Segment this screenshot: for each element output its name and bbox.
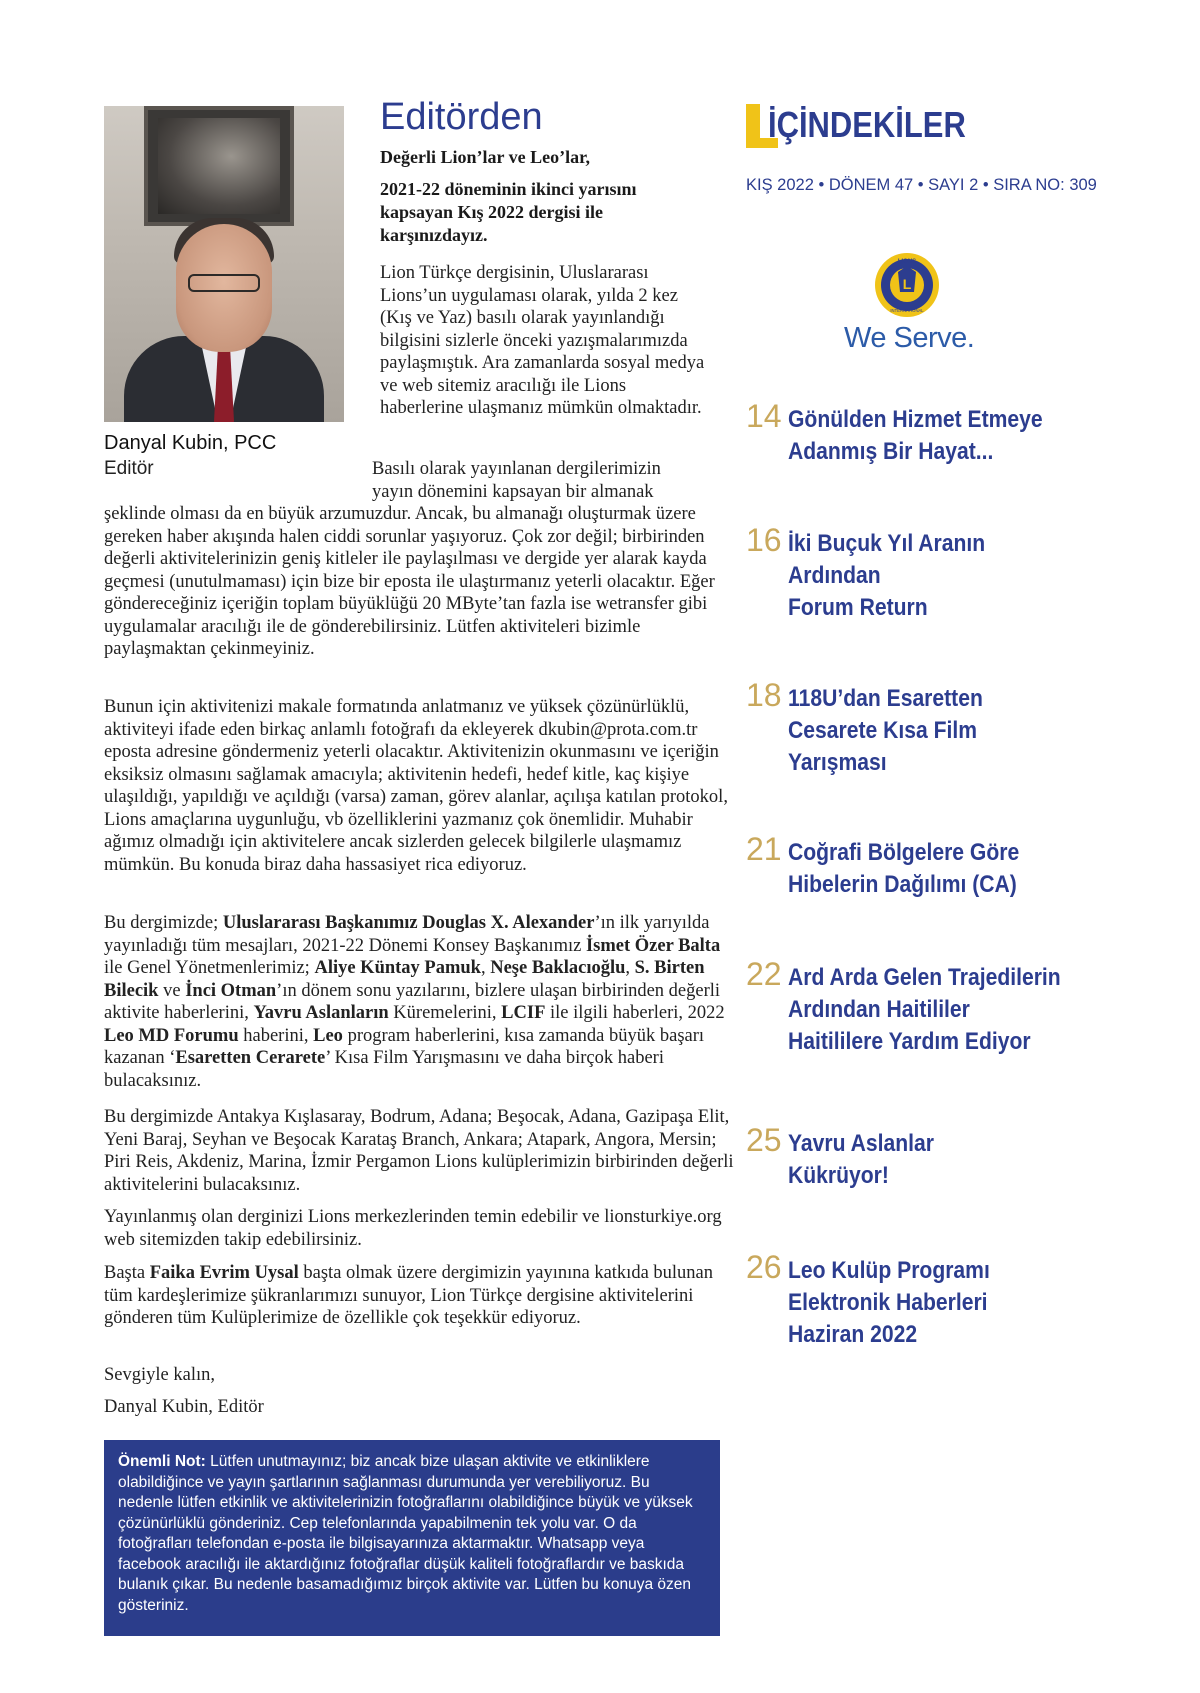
toc-heading: İÇİNDEKİLER [768,104,966,145]
editorial-paragraph-1: Lion Türkçe dergisinin, Uluslararası Lions’un uygulaması olarak, yılda 2 kez (Kış ve Yaz) basılı olarak yayınlandığı bilgisini sizlerle önceki yazışmalarımızda paylaşmıştık. Ara zamanlarda sosyal medya ve web sitemiz aracılığı ile Lions haberlerine ulaşmanız mümkün olmaktadır. [380,263,705,418]
editorial-paragraph-6: Yayınlanmış olan derginizi Lions merkezlerinden temin edebilir ve lionsturkiye.org web sitemizden takip edebilirsiniz. [104,1207,722,1250]
toc-title: Leo Kulüp Programı Elektronik Haberleri Haziran 2022 [788,1257,990,1348]
toc-title: Gönülden Hizmet Etmeye Adanmış Bir Hayat... [788,406,1043,465]
editor-photo [104,106,344,422]
toc-page-number: 14 [746,398,782,434]
toc-page-number: 22 [746,956,782,992]
editorial-paragraph-5: Bu dergimizde Antakya Kışlasaray, Bodrum, Adana; Beşocak, Adana, Gazipaşa Elit, Yeni Baraj, Seyhan ve Beşocak Karataş Branch, Ankara; Atapark, Angora, Mersin; Piri Reis, Akdeniz, Marina, İzmir Pergamon Lions kulüplerimizin birbirinden değerli aktivitelerini bulacaksınız. [104,1107,734,1195]
toc-page-number: 26 [746,1249,782,1285]
toc-title: Coğrafi Bölgelere Göre Hibelerin Dağılımı (CA) [788,839,1020,898]
important-note-label: Önemli Not: [118,1453,206,1470]
editorial-paragraph-2-indent: Basılı olarak yayınlanan dergilerimizin yayın dönemini kapsayan bir almanak [372,459,661,502]
issue-info: KIŞ 2022 • DÖNEM 47 • SAYI 2 • SIRA NO: 309 [746,176,1097,194]
editorial-paragraph-3: Bunun için aktivitenizi makale formatında anlatmanız ve yüksek çözünürlüklü, aktiviteyi ifade eden birkaç anlamlı fotoğrafı da ekleyerek dkubin@prota.com.tr eposta adresine göndermeniz yeterli olacaktır. Aktivitenizin okunmasını ve içeriğin eksiksiz olmasını sağlamak amacıyla; aktivitenin hedefi, hedef kitle, kaç kişiye ulaşıldığı, yapıldığı ve açıldığı (varsa) zaman, görev alanlar, açılışa katılan protokol, Lions amaçlarına uygunluğu, vb özelliklerini yazmanız çok önemlidir. Muhabir ağımız olmadığı için aktivitelere ancak sizlerden gelecek bilgilerle ulaşmamız mümkün. Bu konuda biraz daha hassasiyet rica ediyoruz. [104,697,728,875]
editorial-signature: Danyal Kubin, Editör [104,1397,264,1417]
editorial-closing: Sevgiyle kalın, [104,1365,215,1385]
editorial-paragraph-7: Başta Faika Evrim Uysal başta olmak üzere dergimizin yayınına katkıda bulunan tüm kardeşlerimize şükranlarımızı sunuyor, Lion Türkçe dergisine aktivitelerini gönderen tüm Kulüplerimize de özellikle çok teşekkür ediyoruz. [104,1263,714,1328]
slogan: We Serve. [844,322,975,354]
toc-title: Yavru Aslanlar Kükrüyor! [788,1130,934,1189]
important-note-box [104,1440,720,1636]
toc-page-number: 16 [746,522,782,558]
editorial-paragraph-4: Bu dergimizde; Uluslararası Başkanımız Douglas X. Alexander’ın ilk yarıyılda yayınladığı tüm mesajları, 2021-22 Dönemi Konsey Başkanımız İsmet Özer Balta ile Genel Yönetmenlerimiz; Aliye Küntay Pamuk, Neşe Baklacıoğlu, S. Birten Bilecik ve İnci Otman’ın dönem sonu yazılarını, bizlere ulaşan birbirinden değerli aktivite haberlerini, Yavru Aslanların Küremelerini, LCIF ile ilgili haberleri, 2022 Leo MD Forumu haberini, Leo program haberlerini, kısa zamanda büyük başarı kazanan ‘Esaretten Cerarete’ Kısa Film Yarışmasını ve daha birçok haberi bulacaksınız. [104,913,725,1091]
important-note-text: Lütfen unutmayınız; biz ancak bize ulaşan aktivite ve etkinliklere olabildiğince ve yayın şartlarının sağlanması durumunda yer verebiliyoruz. Bu nedenle lütfen etkinlik ve aktivitelerinizin fotoğraflarını olabildiğince büyük ve yüksek çözünürlüklü gönderiniz. Cep telefonlarında yapabilmenin tek yolu var. O da fotoğrafları telefondan e-posta ile bilgisayarınıza aktarmaktır. Whatsapp veya facebook aracılığı ile aktardığınız fotoğraflar düşük kaliteli fotoğraflardır ve baskıda bulanık çıkar. Bu nedenle basamadığımız birçok aktivite var. Lütfen bu konuya özen gösteriniz. [118,1453,693,1614]
toc-title: İki Buçuk Yıl Aranın Ardından Forum Return [788,530,986,621]
toc-page-number: 25 [746,1122,782,1158]
editor-role: Editör [104,458,154,479]
toc-title: Ard Arda Gelen Trajedilerin Ardından Haitililer Haitililere Yardım Ediyor [788,964,1061,1055]
wall-portrait [144,106,294,226]
editorial-greeting: Değerli Lion’lar ve Leo’lar, [380,147,590,167]
lions-logo-letter: L [902,276,912,292]
toc-title: 118U’dan Esaretten Cesarete Kısa Film Yarışması [788,685,983,776]
editor-name: Danyal Kubin, PCC [104,432,277,454]
toc-page-number: 18 [746,677,782,713]
editorial-lead: 2021-22 döneminin ikinci yarısını kapsayan Kış 2022 dergisi ile karşınızdayız. [380,179,637,245]
editorial-paragraph-2: şeklinde olması da en büyük arzumuzdur. Ancak, bu almanağı oluşturmak üzere gereken haber akışında halen ciddi sorunlar yaşıyoruz. Çok zor değil; birbirinden değerli aktivitelerinizin geniş kitleler ile paylaşılması ve dergide yer alarak kayda geçmesi (unutulmaması) için bize bir eposta ile ulaştırmanız yeterli olacaktır. Eğer göndereceğiniz içeriğin toplam büyüklüğü 20 MByte’tan fazla ise wetransfer gibi uygulamalar aracılığı ile de gönderebilirsiniz. Lütfen aktiviteleri bizimle paylaşmaktan çekinmeyiniz. [104,504,715,659]
toc-page-number: 21 [746,831,782,867]
lions-logo-subtext: INTERNATIONAL [890,308,924,313]
lions-logo-icon [874,252,940,318]
editorial-title: Editörden [380,96,543,138]
lions-logo-text: LIONS [897,259,917,265]
